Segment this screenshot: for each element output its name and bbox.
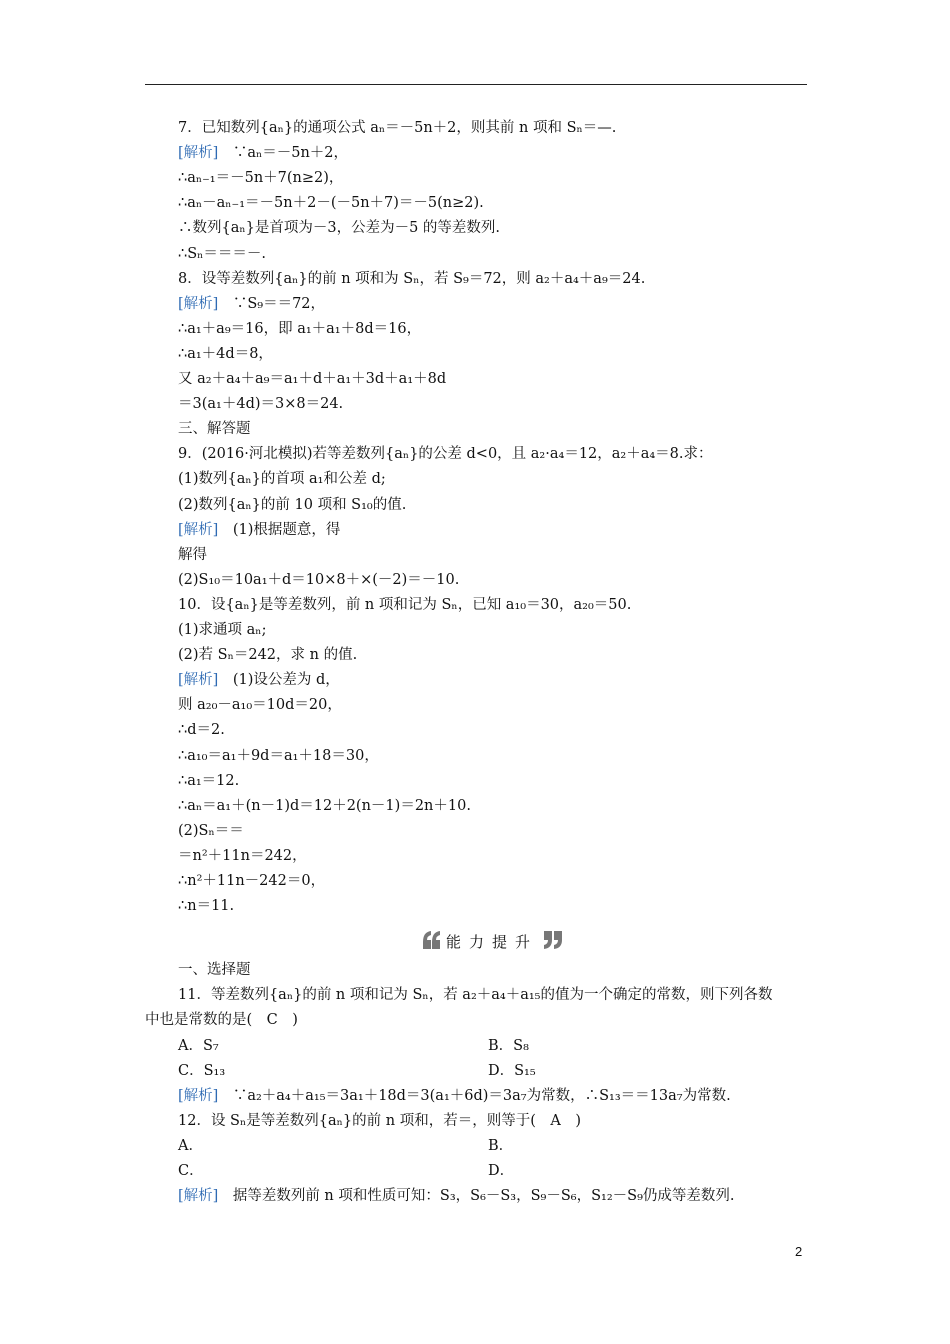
banner-title: 能力提升: [446, 933, 539, 951]
analysis-tag: [解析]: [178, 1188, 219, 1204]
line-text: ∴aₙ－aₙ₋₁＝－5n＋2－(－5n＋7)＝－5(n≥2).: [178, 195, 484, 212]
line-text: ∴d＝2.: [178, 722, 225, 739]
line-text: ∴a₁＋a₉＝16，即 a₁＋a₁＋8d＝16，: [178, 320, 422, 337]
analysis-tag: [解析]: [178, 672, 219, 689]
line-text: 则 a₂₀－a₁₀＝10d＝20，: [178, 697, 342, 714]
analysis-tag: [解析]: [178, 1088, 219, 1104]
text-line: [178, 695, 342, 715]
analysis-tag: [解析]: [178, 295, 219, 312]
text-line: [178, 545, 207, 565]
text-line: [178, 193, 484, 213]
line-text: 8．设等差数列{aₙ}的前 n 项和为 Sₙ，若 S₉＝72，则 a₂＋a₄＋a₉＝24.: [178, 270, 646, 287]
text-line: [178, 846, 307, 866]
line-text: (2)S₁₀＝10a₁＋d＝10×8＋×(－2)＝－10.: [178, 571, 460, 588]
text-line: [178, 344, 273, 364]
line-text: (2)数列{aₙ}的前 10 项和 S₁₀的值.: [178, 496, 407, 513]
analysis-tag: [解析]: [178, 145, 219, 162]
header-rule: [145, 84, 807, 85]
text-line: [178, 495, 406, 515]
line-text: (1)根据题意，得: [218, 521, 341, 538]
line-text: 三、解答题: [178, 421, 251, 438]
line-text: ∴a₁＋4d＝8，: [178, 345, 273, 362]
line-text: (2)Sₙ＝＝: [178, 822, 244, 839]
section-banner: [420, 928, 565, 954]
text-line: [178, 319, 421, 339]
text-line: [178, 821, 244, 841]
line-text: 7．已知数列{aₙ}的通项公式 aₙ＝－5n＋2，则其前 n 项和 Sₙ＝—.: [178, 120, 617, 136]
text-line: [178, 469, 386, 489]
analysis-text: ∵a₂＋a₄＋a₁₅＝3a₁＋18d＝3(a₁＋6d)＝3a₇为常数，∴S₁₃＝＝13a₇为常数.: [218, 1088, 731, 1104]
line-text: ∴n²＋11n－242＝0，: [178, 873, 326, 889]
line-text: ＝3(a₁＋4d)＝3×8＝24.: [178, 396, 344, 413]
q11-option-a: A．S₇: [178, 1038, 219, 1054]
q12-analysis: [178, 1186, 735, 1206]
text-line: [178, 168, 343, 188]
text-line: [178, 444, 713, 464]
text-line: [178, 620, 266, 640]
line-text: ∴Sₙ＝＝＝－.: [178, 245, 267, 262]
line-text: ∵S₉＝＝72，: [218, 295, 326, 312]
line-text: 10．设{aₙ}是等差数列，前 n 项和记为 Sₙ，已知 a₁₀＝30，a₂₀＝50.: [178, 596, 632, 613]
text-line: [178, 269, 645, 289]
line-text: (2)若 Sₙ＝242，求 n 的值.: [178, 647, 358, 664]
text-line: [178, 118, 616, 138]
analysis-tag: [解析]: [178, 521, 219, 538]
text-line: [178, 294, 325, 314]
text-line: [178, 796, 471, 816]
question-12: 12．设 Sₙ是等差数列{aₙ}的前 n 项和，若＝，则等于( A ): [178, 1113, 581, 1129]
text-line: [178, 419, 251, 439]
line-text: ∴a₁₀＝a₁＋9d＝a₁＋18＝30，: [178, 747, 379, 764]
question-11-line2: 中也是常数的是( C ): [145, 1012, 298, 1028]
line-text: (1)设公差为 d，: [218, 672, 340, 689]
line-text: 又 a₂＋a₄＋a₉＝a₁＋d＋a₁＋3d＋a₁＋8d: [178, 371, 447, 387]
text-line: [178, 218, 500, 238]
q11-option-b: B．S₈: [488, 1038, 529, 1054]
text-line: [178, 670, 340, 690]
q11-option-c: C．S₁₃: [178, 1063, 226, 1079]
analysis-text: 据等差数列前 n 项和性质可知：S₃，S₆－S₃，S₉－S₆，S₁₂－S₉仍成等差数列.: [218, 1188, 735, 1204]
line-text: ＝n²＋11n＝242，: [178, 847, 307, 864]
text-line: [178, 896, 234, 916]
q12-option-a: A．: [178, 1138, 203, 1154]
line-text: ∴数列{aₙ}是首项为－3，公差为－5 的等差数列.: [178, 220, 501, 237]
q12-option-d: D．: [488, 1163, 515, 1179]
text-line: [178, 143, 348, 163]
text-line: [178, 771, 239, 791]
line-text: (1)数列{aₙ}的首项 a₁和公差 d;: [178, 471, 386, 488]
text-line: [178, 520, 340, 540]
open-quote-icon: [420, 928, 442, 952]
section-title: 一、选择题: [178, 962, 251, 978]
line-text: 9．(2016·河北模拟)若等差数列{aₙ}的公差 d<0，且 a₂·a₄＝12，a₂＋a₄＝8.求：: [178, 446, 713, 463]
line-text: ∴aₙ₋₁＝－5n＋7(n≥2)，: [178, 170, 344, 187]
q11-analysis: [178, 1086, 731, 1106]
line-text: ∴n＝11.: [178, 898, 235, 915]
text-line: [178, 595, 631, 615]
line-text: ∴a₁＝12.: [178, 772, 240, 789]
text-line: [178, 720, 225, 740]
q11-option-d: D．S₁₅: [488, 1063, 536, 1079]
page-number: 2: [795, 1244, 803, 1259]
text-line: [178, 645, 357, 665]
text-line: [178, 244, 266, 264]
text-line: [178, 746, 379, 766]
q12-option-b: B．: [488, 1138, 514, 1154]
text-line: [178, 369, 446, 389]
q12-option-c: C．: [178, 1163, 204, 1179]
line-text: ∵aₙ＝－5n＋2，: [218, 145, 349, 162]
text-line: [178, 394, 343, 414]
line-text: ∴aₙ＝a₁＋(n－1)d＝12＋2(n－1)＝2n＋10.: [178, 797, 471, 814]
text-line: [178, 570, 459, 590]
question-11-line1: 11．等差数列{aₙ}的前 n 项和记为 Sₙ，若 a₂＋a₄＋a₁₅的值为一个确定的常数，则下列各数: [178, 987, 773, 1003]
text-line: [178, 871, 325, 891]
line-text: 解得: [178, 546, 207, 563]
close-quote-icon: [542, 928, 564, 952]
line-text: (1)求通项 aₙ;: [178, 622, 267, 638]
